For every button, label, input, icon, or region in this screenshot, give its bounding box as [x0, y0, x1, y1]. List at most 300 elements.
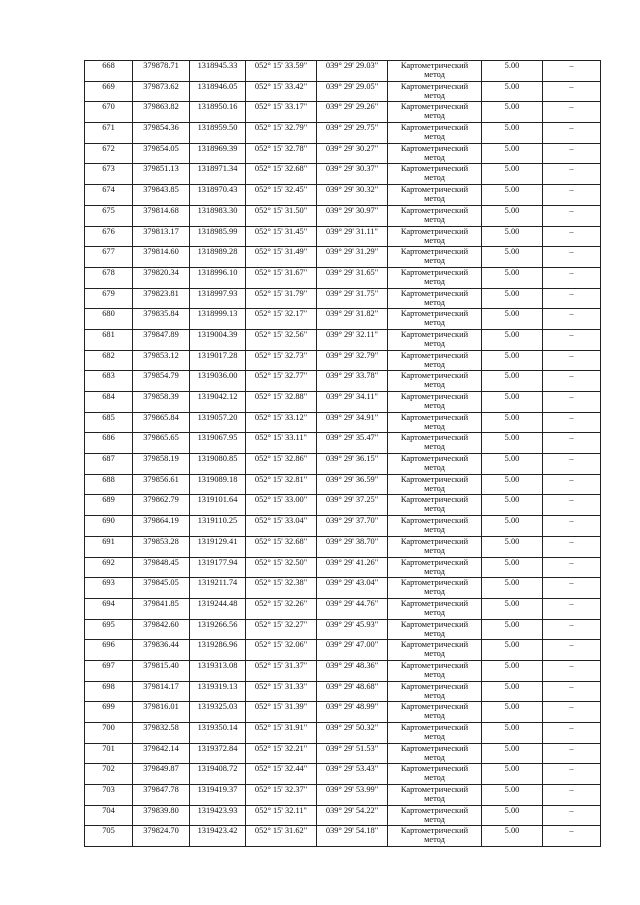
- accuracy-cell: 5.00: [482, 392, 543, 413]
- method-line-2: метод: [424, 773, 445, 783]
- accuracy-cell: 5.00: [482, 702, 543, 723]
- coord-x-cell: 379873.62: [133, 81, 190, 102]
- coord-y-cell: 1319423.93: [190, 805, 246, 826]
- note-cell: –: [543, 226, 601, 247]
- note-cell: –: [543, 267, 601, 288]
- latitude-cell: 052° 15' 33.42": [246, 81, 317, 102]
- accuracy-cell: 5.00: [482, 350, 543, 371]
- accuracy-cell: 5.00: [482, 205, 543, 226]
- longitude-cell: 039° 29' 54.22": [317, 805, 388, 826]
- method-line-1: Картометрический: [400, 557, 469, 567]
- coord-y-cell: 1318983.30: [190, 205, 246, 226]
- table-row: [85, 454, 601, 475]
- method-line-1: Картометрический: [400, 185, 469, 195]
- table-row: [85, 329, 601, 350]
- coord-y-cell: 1318945.33: [190, 61, 246, 82]
- method-line-1: Картометрический: [400, 619, 469, 629]
- coord-y-cell: 1318997.93: [190, 288, 246, 309]
- note-cell: –: [543, 743, 601, 764]
- accuracy-cell: 5.00: [482, 288, 543, 309]
- point-number-cell: 669: [85, 81, 133, 102]
- method-cell: [388, 454, 482, 475]
- coord-x-cell: 379854.05: [133, 143, 190, 164]
- coord-y-cell: 1319017.28: [190, 350, 246, 371]
- coord-y-cell: 1319110.25: [190, 516, 246, 537]
- method-cell: [388, 392, 482, 413]
- note-cell: –: [543, 826, 601, 847]
- table-row: [85, 826, 601, 847]
- note-cell: –: [543, 350, 601, 371]
- method-line-2: метод: [424, 421, 445, 431]
- accuracy-cell: 5.00: [482, 185, 543, 206]
- method-line-2: метод: [424, 732, 445, 741]
- method-cell: [388, 371, 482, 392]
- method-line-1: Картометрический: [400, 536, 469, 546]
- latitude-cell: 052° 15' 32.37": [246, 785, 317, 806]
- method-cell: [388, 433, 482, 454]
- accuracy-cell: 5.00: [482, 61, 543, 82]
- coord-y-cell: 1319325.03: [190, 702, 246, 723]
- latitude-cell: 052° 15' 32.26": [246, 598, 317, 619]
- coord-x-cell: 379816.01: [133, 702, 190, 723]
- coord-x-cell: 379878.71: [133, 61, 190, 82]
- point-number-cell: 704: [85, 805, 133, 826]
- latitude-cell: 052° 15' 31.37": [246, 660, 317, 681]
- coord-x-cell: 379842.60: [133, 619, 190, 640]
- note-cell: –: [543, 764, 601, 785]
- method-line-1: Картометрический: [400, 267, 469, 277]
- longitude-cell: 039° 29' 36.59": [317, 474, 388, 495]
- table-row: [85, 702, 601, 723]
- point-number-cell: 673: [85, 164, 133, 185]
- longitude-cell: 039° 29' 29.26": [317, 102, 388, 123]
- longitude-cell: 039° 29' 30.37": [317, 164, 388, 185]
- coord-x-cell: 379854.36: [133, 123, 190, 144]
- method-cell: [388, 61, 482, 82]
- method-line-2: метод: [424, 380, 445, 390]
- point-number-cell: 701: [85, 743, 133, 764]
- accuracy-cell: 5.00: [482, 226, 543, 247]
- method-line-2: метод: [424, 545, 445, 555]
- coord-y-cell: 1319177.94: [190, 557, 246, 578]
- longitude-cell: 039° 29' 30.27": [317, 143, 388, 164]
- latitude-cell: 052° 15' 33.12": [246, 412, 317, 433]
- method-cell: [388, 247, 482, 268]
- table-row: [85, 61, 601, 82]
- longitude-cell: 039° 29' 45.93": [317, 619, 388, 640]
- note-cell: –: [543, 660, 601, 681]
- point-number-cell: 703: [85, 785, 133, 806]
- method-line-2: метод: [424, 70, 445, 79]
- table-row: [85, 764, 601, 785]
- method-line-1: Картометрический: [400, 371, 469, 381]
- latitude-cell: 052° 15' 31.79": [246, 288, 317, 309]
- point-number-cell: 694: [85, 598, 133, 619]
- coord-y-cell: 1319266.56: [190, 619, 246, 640]
- table-row: [85, 102, 601, 123]
- point-number-cell: 682: [85, 350, 133, 371]
- method-line-1: Картометрический: [400, 826, 469, 836]
- note-cell: –: [543, 309, 601, 330]
- table-row: [85, 123, 601, 144]
- method-line-2: метод: [424, 90, 445, 100]
- point-number-cell: 685: [85, 412, 133, 433]
- longitude-cell: 039° 29' 53.43": [317, 764, 388, 785]
- method-cell: [388, 309, 482, 330]
- accuracy-cell: 5.00: [482, 640, 543, 661]
- accuracy-cell: 5.00: [482, 764, 543, 785]
- table-row: [85, 433, 601, 454]
- longitude-cell: 039° 29' 36.15": [317, 454, 388, 475]
- coord-x-cell: 379854.79: [133, 371, 190, 392]
- accuracy-cell: 5.00: [482, 123, 543, 144]
- point-number-cell: 697: [85, 660, 133, 681]
- accuracy-cell: 5.00: [482, 681, 543, 702]
- point-number-cell: 677: [85, 247, 133, 268]
- longitude-cell: 039° 29' 37.70": [317, 516, 388, 537]
- coord-x-cell: 379865.65: [133, 433, 190, 454]
- method-line-1: Картометрический: [400, 309, 469, 319]
- method-line-1: Картометрический: [400, 785, 469, 795]
- method-cell: [388, 557, 482, 578]
- note-cell: –: [543, 536, 601, 557]
- longitude-cell: 039° 29' 38.70": [317, 536, 388, 557]
- longitude-cell: 039° 29' 51.53": [317, 743, 388, 764]
- method-line-1: Картометрический: [400, 329, 469, 339]
- coord-y-cell: 1319042.12: [190, 392, 246, 413]
- method-line-2: метод: [424, 256, 445, 266]
- coord-x-cell: 379853.28: [133, 536, 190, 557]
- latitude-cell: 052° 15' 33.59": [246, 61, 317, 82]
- table-row: [85, 681, 601, 702]
- point-number-cell: 681: [85, 329, 133, 350]
- accuracy-cell: 5.00: [482, 454, 543, 475]
- accuracy-cell: 5.00: [482, 660, 543, 681]
- method-cell: [388, 412, 482, 433]
- method-cell: [388, 205, 482, 226]
- latitude-cell: 052° 15' 31.39": [246, 702, 317, 723]
- longitude-cell: 039° 29' 48.68": [317, 681, 388, 702]
- table-row: [85, 557, 601, 578]
- note-cell: –: [543, 123, 601, 144]
- table-row: [85, 619, 601, 640]
- note-cell: –: [543, 785, 601, 806]
- longitude-cell: 039° 29' 31.65": [317, 267, 388, 288]
- table-row: [85, 226, 601, 247]
- method-cell: [388, 826, 482, 847]
- latitude-cell: 052° 15' 32.17": [246, 309, 317, 330]
- note-cell: –: [543, 578, 601, 599]
- accuracy-cell: 5.00: [482, 495, 543, 516]
- accuracy-cell: 5.00: [482, 247, 543, 268]
- coord-x-cell: 379845.05: [133, 578, 190, 599]
- table-body: [85, 61, 601, 847]
- point-number-cell: 671: [85, 123, 133, 144]
- method-line-1: Картометрический: [400, 743, 469, 753]
- longitude-cell: 039° 29' 33.78": [317, 371, 388, 392]
- method-line-1: Картометрический: [400, 805, 469, 815]
- coord-x-cell: 379823.81: [133, 288, 190, 309]
- coord-x-cell: 379847.78: [133, 785, 190, 806]
- longitude-cell: 039° 29' 29.75": [317, 123, 388, 144]
- latitude-cell: 052° 15' 33.17": [246, 102, 317, 123]
- point-number-cell: 693: [85, 578, 133, 599]
- latitude-cell: 052° 15' 31.91": [246, 723, 317, 744]
- accuracy-cell: 5.00: [482, 619, 543, 640]
- coord-y-cell: 1318946.05: [190, 81, 246, 102]
- coord-x-cell: 379824.70: [133, 826, 190, 847]
- method-line-1: Картометрический: [400, 433, 469, 443]
- method-line-2: метод: [424, 752, 445, 762]
- table-row: [85, 536, 601, 557]
- accuracy-cell: 5.00: [482, 826, 543, 847]
- note-cell: –: [543, 164, 601, 185]
- method-cell: [388, 640, 482, 661]
- coord-x-cell: 379815.40: [133, 660, 190, 681]
- longitude-cell: 039° 29' 29.03": [317, 61, 388, 82]
- point-number-cell: 690: [85, 516, 133, 537]
- note-cell: –: [543, 412, 601, 433]
- method-line-2: метод: [424, 690, 445, 700]
- table-row: [85, 516, 601, 537]
- coord-y-cell: 1319372.84: [190, 743, 246, 764]
- longitude-cell: 039° 29' 29.05": [317, 81, 388, 102]
- method-line-2: метод: [424, 318, 445, 328]
- method-line-1: Картометрический: [400, 205, 469, 215]
- accuracy-cell: 5.00: [482, 267, 543, 288]
- coord-x-cell: 379865.84: [133, 412, 190, 433]
- coord-y-cell: 1319057.20: [190, 412, 246, 433]
- point-number-cell: 698: [85, 681, 133, 702]
- coord-x-cell: 379814.68: [133, 205, 190, 226]
- point-number-cell: 699: [85, 702, 133, 723]
- longitude-cell: 039° 29' 34.91": [317, 412, 388, 433]
- method-cell: [388, 578, 482, 599]
- longitude-cell: 039° 29' 31.11": [317, 226, 388, 247]
- coord-x-cell: 379848.45: [133, 557, 190, 578]
- point-number-cell: 686: [85, 433, 133, 454]
- table-row: [85, 247, 601, 268]
- accuracy-cell: 5.00: [482, 536, 543, 557]
- method-line-2: метод: [424, 504, 445, 514]
- note-cell: –: [543, 702, 601, 723]
- latitude-cell: 052° 15' 32.79": [246, 123, 317, 144]
- latitude-cell: 052° 15' 32.44": [246, 764, 317, 785]
- method-line-1: Картометрический: [400, 102, 469, 112]
- point-number-cell: 672: [85, 143, 133, 164]
- coord-x-cell: 379851.13: [133, 164, 190, 185]
- latitude-cell: 052° 15' 32.88": [246, 392, 317, 413]
- method-line-1: Картометрический: [400, 764, 469, 774]
- note-cell: –: [543, 392, 601, 413]
- method-line-2: метод: [424, 483, 445, 493]
- coordinates-table: [84, 60, 601, 847]
- longitude-cell: 039° 29' 41.26": [317, 557, 388, 578]
- method-line-1: Картометрический: [400, 516, 469, 526]
- method-line-2: метод: [424, 235, 445, 245]
- latitude-cell: 052° 15' 31.50": [246, 205, 317, 226]
- table-row: [85, 164, 601, 185]
- method-cell: [388, 495, 482, 516]
- method-cell: [388, 164, 482, 185]
- point-number-cell: 670: [85, 102, 133, 123]
- method-line-2: метод: [424, 111, 445, 121]
- table-row: [85, 785, 601, 806]
- point-number-cell: 695: [85, 619, 133, 640]
- method-line-2: метод: [424, 463, 445, 473]
- note-cell: –: [543, 805, 601, 826]
- table-row: [85, 474, 601, 495]
- coord-y-cell: 1318999.13: [190, 309, 246, 330]
- table-row: [85, 805, 601, 826]
- method-cell: [388, 805, 482, 826]
- accuracy-cell: 5.00: [482, 164, 543, 185]
- method-line-1: Картометрический: [400, 578, 469, 588]
- coord-y-cell: 1319004.39: [190, 329, 246, 350]
- coord-y-cell: 1319067.95: [190, 433, 246, 454]
- method-line-2: метод: [424, 276, 445, 286]
- latitude-cell: 052° 15' 32.06": [246, 640, 317, 661]
- note-cell: –: [543, 61, 601, 82]
- latitude-cell: 052° 15' 31.49": [246, 247, 317, 268]
- coord-x-cell: 379839.80: [133, 805, 190, 826]
- method-cell: [388, 288, 482, 309]
- note-cell: –: [543, 81, 601, 102]
- note-cell: –: [543, 619, 601, 640]
- method-cell: [388, 536, 482, 557]
- accuracy-cell: 5.00: [482, 433, 543, 454]
- point-number-cell: 678: [85, 267, 133, 288]
- method-line-2: метод: [424, 338, 445, 348]
- method-cell: [388, 123, 482, 144]
- table-row: [85, 143, 601, 164]
- note-cell: –: [543, 329, 601, 350]
- coord-x-cell: 379841.85: [133, 598, 190, 619]
- method-cell: [388, 143, 482, 164]
- point-number-cell: 679: [85, 288, 133, 309]
- table-row: [85, 81, 601, 102]
- method-cell: [388, 743, 482, 764]
- method-line-1: Картометрический: [400, 164, 469, 174]
- table-row: [85, 205, 601, 226]
- coord-x-cell: 379832.58: [133, 723, 190, 744]
- table-row: [85, 598, 601, 619]
- method-line-2: метод: [424, 152, 445, 162]
- method-line-1: Картометрический: [400, 226, 469, 236]
- table-row: [85, 723, 601, 744]
- accuracy-cell: 5.00: [482, 743, 543, 764]
- latitude-cell: 052° 15' 31.67": [246, 267, 317, 288]
- table-row: [85, 578, 601, 599]
- point-number-cell: 668: [85, 61, 133, 82]
- point-number-cell: 702: [85, 764, 133, 785]
- method-line-2: метод: [424, 401, 445, 410]
- method-line-2: метод: [424, 525, 445, 535]
- latitude-cell: 052° 15' 32.38": [246, 578, 317, 599]
- note-cell: –: [543, 454, 601, 475]
- method-line-2: метод: [424, 132, 445, 142]
- table-row: [85, 185, 601, 206]
- note-cell: –: [543, 723, 601, 744]
- latitude-cell: 052° 15' 31.62": [246, 826, 317, 847]
- method-line-1: Картометрический: [400, 495, 469, 505]
- method-line-1: Картометрический: [400, 412, 469, 422]
- table-row: [85, 412, 601, 433]
- method-cell: [388, 702, 482, 723]
- method-cell: [388, 681, 482, 702]
- method-line-1: Картометрический: [400, 681, 469, 691]
- note-cell: –: [543, 205, 601, 226]
- latitude-cell: 052° 15' 32.86": [246, 454, 317, 475]
- coord-y-cell: 1318985.99: [190, 226, 246, 247]
- method-line-1: Картометрический: [400, 392, 469, 401]
- method-line-2: метод: [424, 214, 445, 224]
- longitude-cell: 039° 29' 31.29": [317, 247, 388, 268]
- point-number-cell: 691: [85, 536, 133, 557]
- point-number-cell: 700: [85, 723, 133, 744]
- coord-y-cell: 1319319.13: [190, 681, 246, 702]
- note-cell: –: [543, 288, 601, 309]
- coord-y-cell: 1318969.39: [190, 143, 246, 164]
- coord-y-cell: 1319101.64: [190, 495, 246, 516]
- method-line-1: Картометрический: [400, 454, 469, 464]
- method-line-2: метод: [424, 628, 445, 638]
- coord-x-cell: 379856.61: [133, 474, 190, 495]
- coord-y-cell: 1318971.34: [190, 164, 246, 185]
- note-cell: –: [543, 495, 601, 516]
- note-cell: –: [543, 681, 601, 702]
- method-cell: [388, 619, 482, 640]
- method-line-1: Картометрический: [400, 474, 469, 484]
- method-line-1: Картометрический: [400, 640, 469, 650]
- table-row: [85, 640, 601, 661]
- point-number-cell: 689: [85, 495, 133, 516]
- accuracy-cell: 5.00: [482, 723, 543, 744]
- method-cell: [388, 785, 482, 806]
- latitude-cell: 052° 15' 33.11": [246, 433, 317, 454]
- accuracy-cell: 5.00: [482, 805, 543, 826]
- method-line-2: метод: [424, 649, 445, 659]
- coord-y-cell: 1318950.16: [190, 102, 246, 123]
- latitude-cell: 052° 15' 31.45": [246, 226, 317, 247]
- method-line-1: Картометрический: [400, 143, 469, 153]
- note-cell: –: [543, 102, 601, 123]
- latitude-cell: 052° 15' 32.81": [246, 474, 317, 495]
- method-cell: [388, 267, 482, 288]
- method-line-1: Картометрический: [400, 660, 469, 670]
- method-line-2: метод: [424, 669, 445, 679]
- accuracy-cell: 5.00: [482, 474, 543, 495]
- latitude-cell: 052° 15' 32.56": [246, 329, 317, 350]
- longitude-cell: 039° 29' 32.11": [317, 329, 388, 350]
- point-number-cell: 675: [85, 205, 133, 226]
- method-cell: [388, 102, 482, 123]
- point-number-cell: 688: [85, 474, 133, 495]
- method-line-2: метод: [424, 566, 445, 576]
- latitude-cell: 052° 15' 33.04": [246, 516, 317, 537]
- accuracy-cell: 5.00: [482, 329, 543, 350]
- method-line-1: Картометрический: [400, 81, 469, 91]
- coord-x-cell: 379847.89: [133, 329, 190, 350]
- coord-y-cell: 1318959.50: [190, 123, 246, 144]
- table-row: [85, 743, 601, 764]
- method-cell: [388, 660, 482, 681]
- coord-y-cell: 1319129.41: [190, 536, 246, 557]
- accuracy-cell: 5.00: [482, 309, 543, 330]
- accuracy-cell: 5.00: [482, 557, 543, 578]
- method-line-1: Картометрический: [400, 61, 469, 70]
- accuracy-cell: 5.00: [482, 412, 543, 433]
